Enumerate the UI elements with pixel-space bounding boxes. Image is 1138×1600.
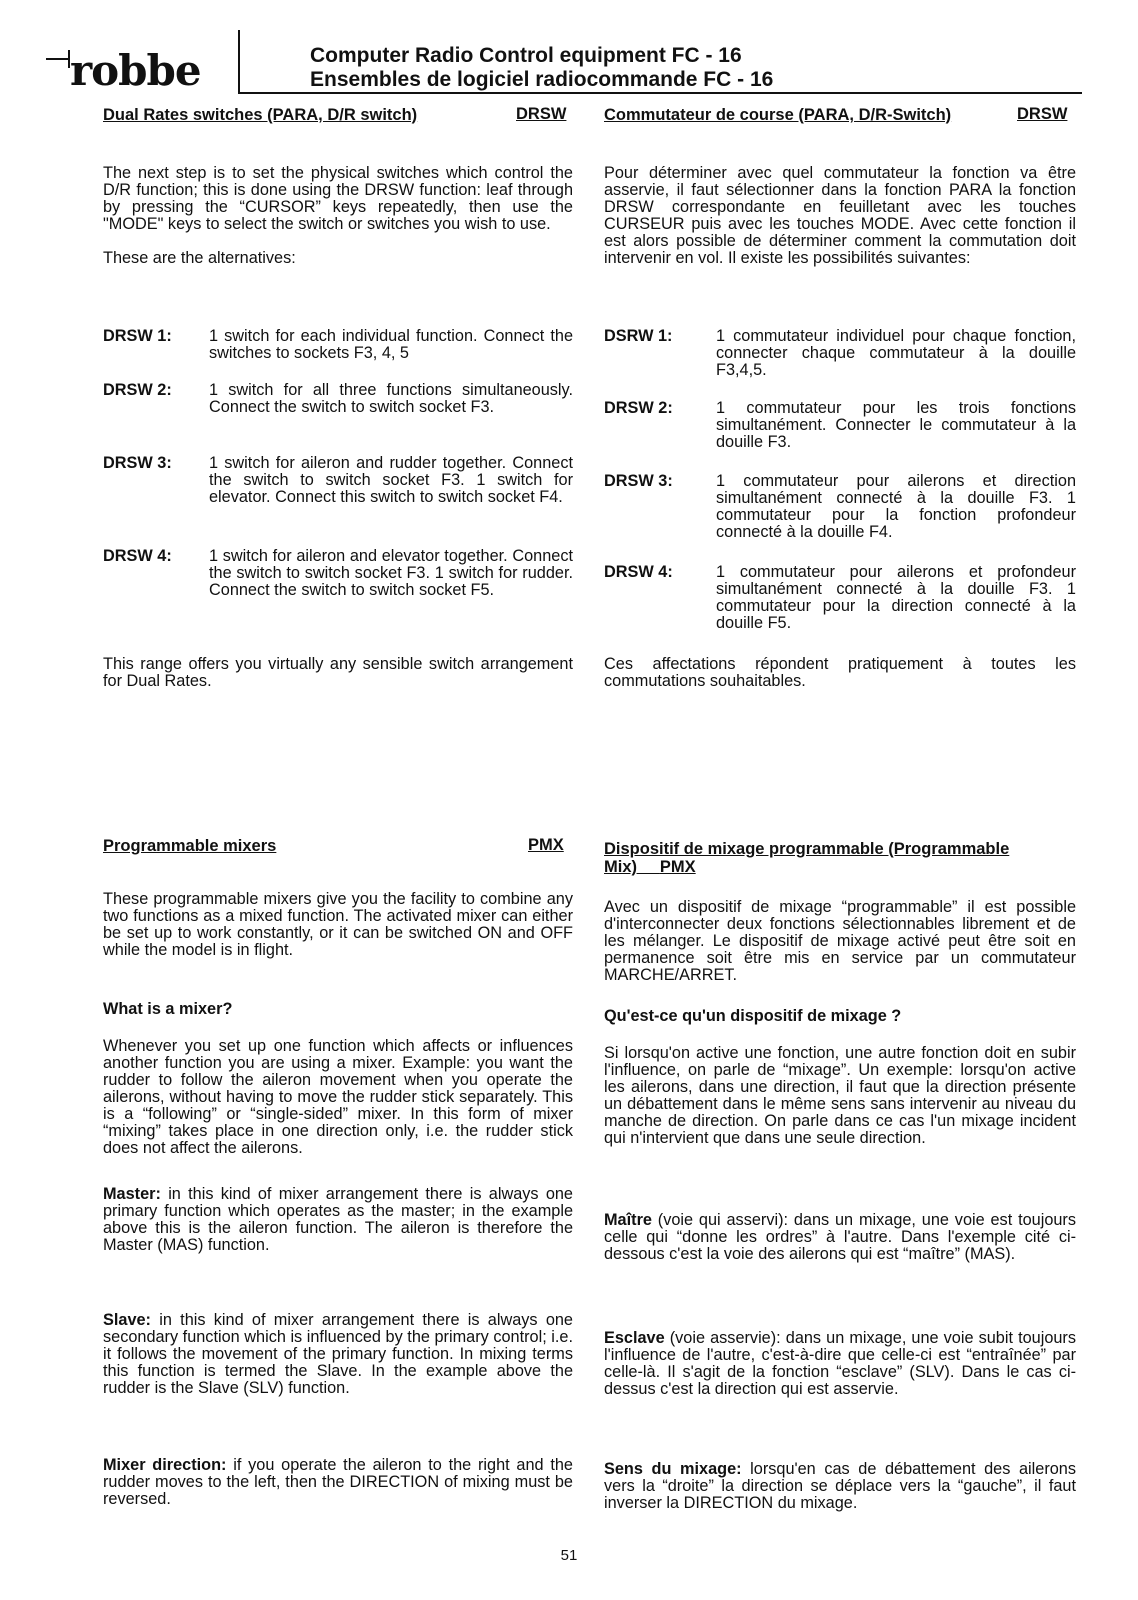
slave-label-en: Slave:	[103, 1311, 151, 1329]
mixer-text-fr: Si lorsqu'on active une fonction, une autre fonction doit en subir l'influence, on parle de “mixage”. Un exemple: lorsqu'on active les ailerons, dans une direction, il faut que la direction présente un débattement dans le même sens sans intervenir au niveau du manche de direction. On parle dans ce cas l'un mixage incident qui n'intervient que dans une seule direction.	[604, 1044, 1076, 1147]
pmx-code-en: PMX	[528, 836, 564, 854]
robbe-logo: robbe	[70, 46, 201, 95]
master-paragraph-fr	[604, 1212, 1076, 1263]
drsw2-label-fr: DRSW 2:	[604, 399, 673, 417]
direction-label-fr: Sens du mixage:	[604, 1460, 742, 1478]
master-text-fr: (voie qui asservi): dans un mixage, une voie est toujours celle qui “donne les ordres” à l'autre. Dans l'exemple cité ci-dessous c'est la voie des ailerons qui est “maître” (MAS).	[604, 1211, 1076, 1263]
pmx-heading-en: Programmable mixers	[103, 837, 277, 855]
drsw2-text-fr: 1 commutateur pour les trois fonctions simultanément. Connecter le commutateur à la douille F3.	[716, 399, 1076, 451]
mixer-question-fr: Qu'est-ce qu'un dispositif de mixage ?	[604, 1007, 902, 1025]
drsw2-text-en: 1 switch for all three functions simultaneously. Connect the switch to switch socket F3.	[209, 381, 573, 416]
master-paragraph-en	[103, 1186, 573, 1254]
drsw-heading-fr: Commutateur de course (PARA, D/R-Switch)	[604, 106, 952, 124]
direction-text-en: if you operate the aileron to the right and the rudder moves to the left, then the DIRECTION of mixing must be reversed.	[103, 1456, 573, 1508]
master-label-en: Master:	[103, 1185, 161, 1203]
drsw1-text-en: 1 switch for each individual function. Connect the switches to sockets F3, 4, 5	[209, 327, 573, 362]
drsw-code-en: DRSW	[516, 105, 567, 123]
header-title-fr: Ensembles de logiciel radiocommande FC - 16	[310, 68, 774, 91]
page-number: 51	[560, 1547, 578, 1564]
pmx-intro-en: These programmable mixers give you the facility to combine any two functions as a mixed function. The activated mixer can either be set up to work constantly, or it can be switched ON and OFF while the model is in flight.	[103, 890, 573, 959]
master-text-en: in this kind of mixer arrangement there is always one primary function which operates as the master; in the example above this is the aileron function. The aileron is therefore the Master (MAS) function.	[103, 1185, 573, 1254]
drsw4-text-en: 1 switch for aileron and elevator together. Connect the switch to switch socket F3. 1 switch for rudder. Connect the switch to switch socket F5.	[209, 547, 573, 599]
drsw2-label-en: DRSW 2:	[103, 381, 172, 399]
direction-paragraph-en	[103, 1457, 573, 1508]
drsw-code-fr: DRSW	[1017, 105, 1068, 123]
slave-text-en: in this kind of mixer arrangement there is always one secondary function which is influenced by the primary control; i.e. it follows the movement of the primary function. In mixing terms this function is termed the Slave. In the example above the rudder is the Slave (SLV) function.	[103, 1311, 573, 1397]
drsw-outro-en: This range offers you virtually any sensible switch arrangement for Dual Rates.	[103, 655, 573, 690]
pmx-heading-fr	[604, 840, 1076, 876]
slave-paragraph-fr	[604, 1330, 1076, 1398]
pmx-intro-fr: Avec un dispositif de mixage “programmable” il est possible d'interconnecter deux fonctions sélectionnables librement et de les mélanger. Le dispositif de mixage activé peut être soit en permanence soit être mis en service par un commutateur MARCHE/ARRET.	[604, 898, 1076, 984]
drsw4-label-en: DRSW 4:	[103, 547, 172, 565]
drsw-intro-fr: Pour déterminer avec quel commutateur la fonction va être asservie, il faut sélectionner dans la fonction PARA la fonction DRSW correspondante en feuilletant avec les touches CURSEUR puis avec les touches MODE. Avec cette fonction il est alors possible de déterminer comment la commutation doit intervenir en vol. Il existe les possibilités suivantes:	[604, 164, 1076, 267]
french-column	[604, 0, 1076, 1600]
pmx-heading-fr-text: Dispositif de mixage programmable (Programmable Mix)	[604, 840, 1010, 876]
drsw3-label-fr: DRSW 3:	[604, 472, 673, 490]
drsw3-text-fr: 1 commutateur pour ailerons et direction simultanément connecté à la douille F3. 1 commutateur pour la fonction profondeur connecté à la douille F4.	[716, 472, 1076, 541]
slave-label-fr: Esclave	[604, 1329, 665, 1347]
drsw-intro-en: The next step is to set the physical switches which control the D/R function; this is done using the DRSW function: leaf through by pressing the “CURSOR” keys repeatedly, then use the "MODE" keys to select the switch or switches you wish to use.	[103, 164, 573, 233]
direction-text-fr: lorsqu'en cas de débattement des ailerons vers la “droite” la direction se déplace vers la “gauche”, il faut inverser la DIRECTION du mixage.	[604, 1460, 1076, 1512]
drsw-intro2-en: These are the alternatives:	[103, 249, 296, 267]
drsw4-text-fr: 1 commutateur pour ailerons et profondeur simultanément connecté à la douille F3. 1 commutateur pour la direction connecté à la douille F5.	[716, 563, 1076, 632]
direction-paragraph-fr	[604, 1461, 1076, 1512]
mixer-question-en: What is a mixer?	[103, 1000, 233, 1018]
direction-label-en: Mixer direction:	[103, 1456, 227, 1474]
english-column	[103, 0, 573, 1600]
drsw1-label-fr: DSRW 1:	[604, 327, 673, 345]
drsw3-label-en: DRSW 3:	[103, 454, 172, 472]
logo-mark-icon	[46, 58, 68, 60]
slave-paragraph-en	[103, 1312, 573, 1397]
drsw1-label-en: DRSW 1:	[103, 327, 172, 345]
slave-text-fr: (voie asservie): dans un mixage, une voie subit toujours l'influence de l'autre, c'est-à-dire que celle-ci est “entraînée” par celle-là. Il s'agit de la fonction “esclave” (SLV). Dans le cas ci-dessus c'est la direction qui est asservie.	[604, 1329, 1076, 1398]
mixer-text-en: Whenever you set up one function which affects or influences another function you are using a mixer. Example: you want the rudder to follow the aileron movement when you operate the ailerons, without having to move the rudder stick separately. This is a “following” or “single-sided” mixer. In this form of mixer “mixing” takes place in one direction only, i.e. the rudder stick does not affect the ailerons.	[103, 1037, 573, 1157]
drsw-outro-fr: Ces affectations répondent pratiquement à toutes les commutations souhaitables.	[604, 655, 1076, 690]
header-title-en: Computer Radio Control equipment FC - 16	[310, 44, 742, 67]
drsw-heading-en: Dual Rates switches (PARA, D/R switch)	[103, 106, 418, 124]
pmx-code-fr: PMX	[659, 858, 696, 876]
master-label-fr: Maître	[604, 1211, 652, 1229]
drsw1-text-fr: 1 commutateur individuel pour chaque fonction, connecter chaque commutateur à la douille F3,4,5.	[716, 327, 1076, 379]
drsw4-label-fr: DRSW 4:	[604, 563, 673, 581]
drsw3-text-en: 1 switch for aileron and rudder together. Connect the switch to switch socket F3. 1 switch for elevator. Connect this switch to switch socket F4.	[209, 454, 573, 506]
